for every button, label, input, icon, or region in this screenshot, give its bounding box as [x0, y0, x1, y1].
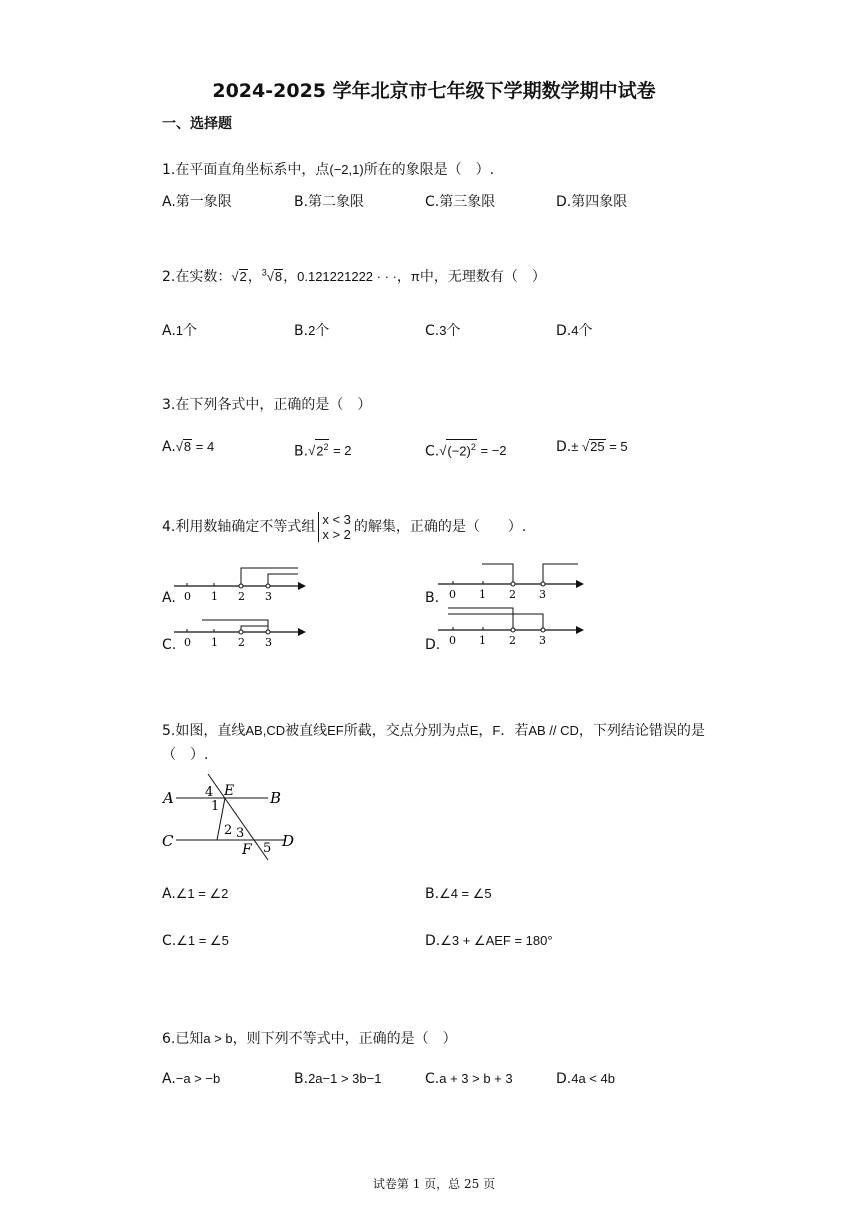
tick-label: 0 [449, 588, 456, 601]
option-letter: D. [425, 933, 441, 949]
q2-cube-index: 3 [261, 267, 267, 278]
option-unit: 个 [578, 323, 593, 339]
tick-label: 2 [238, 636, 245, 649]
label-a: A [163, 789, 174, 807]
label-angle-5: 5 [263, 841, 272, 856]
radicand: 25 [590, 439, 605, 454]
tick-label: 3 [265, 636, 272, 649]
q3-option-c[interactable]: $C.√(-2)^2 = -2$ [425, 439, 507, 459]
q3-option-a[interactable]: A.√8 = 4 [162, 439, 215, 455]
q6-option-a[interactable] [162, 1071, 220, 1087]
q5-parallel-condition: AB // CD [528, 723, 579, 738]
option-expr: 4a < 4b [571, 1071, 615, 1086]
option-rest: = 4 [192, 439, 215, 454]
option-expr: ∠1 = ∠5 [176, 933, 229, 948]
option-unit: 个 [183, 323, 198, 339]
tick-label: 1 [479, 634, 486, 647]
tick-label: 2 [509, 634, 516, 647]
radicand: 8 [183, 439, 192, 454]
question-5-stem-line-1 [162, 720, 705, 740]
q4-number-line-c[interactable] [174, 612, 310, 652]
q6-option-b[interactable] [294, 1071, 381, 1087]
q5-lines-ab-cd: AB,CD [245, 723, 286, 738]
inequality-2: x > 2 [322, 527, 351, 542]
q4-option-a-letter[interactable]: A. [162, 590, 176, 606]
q5-option-d[interactable] [425, 933, 553, 949]
q2-option-a[interactable] [162, 320, 197, 340]
question-4-stem [162, 512, 526, 542]
option-unit: 个 [315, 323, 330, 339]
question-1-stem [162, 159, 494, 179]
option-expr: −a > −b [175, 1071, 221, 1086]
option-value: 2 [308, 323, 316, 338]
option-letter: D. [556, 439, 572, 455]
label-angle-2: 2 [224, 823, 233, 838]
option-expr: a + 3 > b + 3 [439, 1071, 513, 1086]
tick-label: 0 [449, 634, 456, 647]
q5-option-b[interactable] [425, 886, 492, 902]
q5-text: ， [478, 723, 493, 739]
option-letter: B. [294, 443, 309, 460]
option-expr: ∠4 = ∠5 [439, 886, 492, 901]
q5-text: 被直线 [285, 723, 328, 739]
q1-stem-pre: 1.在平面直角坐标系中，点 [162, 162, 330, 178]
q2-option-b[interactable] [294, 320, 329, 340]
label-e: E [224, 783, 235, 799]
label-d: D [282, 832, 295, 850]
q5-text: 5.如图，直线 [162, 723, 246, 739]
option-letter: C. [162, 933, 177, 949]
q5-point-f: F [492, 723, 501, 738]
option-letter: C. [425, 443, 440, 460]
q2-radicand-1: 2 [239, 269, 247, 284]
q5-text: ．若 [500, 723, 529, 739]
inequality-1: x < 3 [322, 512, 351, 527]
option-value: 4 [571, 323, 579, 338]
q5-figure [160, 770, 300, 862]
q4-stem-pre: 4.利用数轴确定不等式组 [162, 519, 316, 535]
q5-text: 所截，交点分别为点 [343, 723, 470, 739]
q4-option-b-letter[interactable]: B. [425, 590, 440, 606]
q2-radicand-2: 8 [274, 269, 283, 284]
tick-label: 2 [238, 590, 245, 603]
exponent: 2 [470, 442, 476, 452]
question-5-stem-line-2: （ ）. [162, 747, 209, 763]
option-letter: D. [556, 1071, 572, 1087]
option-letter: A. [162, 439, 176, 455]
option-unit: 个 [446, 323, 461, 339]
tick-label: 3 [539, 634, 546, 647]
option-letter: C. [425, 1071, 440, 1087]
page-footer: 试卷第 1 页，总 25 页 [372, 1177, 496, 1191]
q6-text: 6.已知 [162, 1031, 204, 1047]
q1-option-b[interactable]: B.第二象限 [294, 194, 365, 210]
tick-label: 0 [184, 636, 191, 649]
q4-option-c-letter[interactable]: C. [162, 637, 177, 653]
q5-point-e: E [469, 723, 479, 738]
option-letter: C. [425, 323, 440, 339]
label-angle-1: 1 [211, 799, 220, 814]
option-rest: = 2 [329, 443, 352, 459]
label-b: B [270, 789, 282, 807]
q5-option-c[interactable] [162, 933, 229, 949]
option-letter: B. [425, 886, 440, 902]
q6-option-c[interactable] [425, 1071, 513, 1087]
q4-number-line-a[interactable] [174, 564, 310, 604]
option-expr: 2a−1 > 3b−1 [308, 1071, 382, 1086]
label-angle-4: 4 [205, 785, 214, 800]
tick-label: 2 [509, 588, 516, 601]
q6-option-d[interactable] [556, 1071, 615, 1087]
option-expr: ∠1 = ∠2 [175, 886, 229, 901]
label-angle-3: 3 [236, 826, 245, 841]
q1-point: (−2,1) [329, 162, 364, 177]
option-value: 1 [175, 323, 184, 338]
q5-line-ef: EF [327, 723, 344, 738]
radicand: (−2) [447, 443, 471, 459]
tick-label: 3 [265, 590, 272, 603]
option-letter: B. [294, 1071, 309, 1087]
option-letter: A. [162, 1071, 176, 1087]
q1-option-c[interactable]: C.第三象限 [425, 194, 496, 210]
q2-separator: ， [247, 269, 262, 285]
section-heading: 一、选择题 [162, 116, 232, 132]
option-rest: = −2 [476, 443, 507, 459]
q2-pi: π [410, 269, 420, 284]
q5-option-a[interactable] [162, 886, 228, 902]
option-expr: ∠3 + ∠AEF = 180° [440, 933, 553, 948]
q1-stem-post: 所在的象限是（ ）. [363, 162, 495, 178]
label-c: C [162, 832, 174, 850]
exponent: 2 [323, 442, 329, 452]
q1-option-a[interactable]: A.第一象限 [162, 194, 232, 210]
page-title: 2024-2025 学年北京市七年级下学期数学期中试卷 [212, 80, 656, 102]
tick-label: 1 [211, 590, 218, 603]
q2-option-c[interactable] [425, 320, 460, 340]
plus-minus: ± [571, 439, 582, 454]
q2-separator: ， [396, 269, 411, 285]
q6-text: ，则下列不等式中，正确的是（ ） [232, 1031, 457, 1047]
option-letter: B. [294, 323, 309, 339]
tick-label: 0 [184, 590, 191, 603]
tick-label: 1 [211, 636, 218, 649]
label-f: F [242, 842, 252, 858]
q4-number-line-d[interactable] [438, 605, 588, 649]
radicand: 2 [316, 443, 324, 459]
q2-separator: ， [283, 269, 298, 285]
q1-option-d[interactable]: D.第四象限 [556, 194, 628, 210]
q2-repeating-number: 0.121221222 · · · [297, 269, 397, 284]
inequality-system [318, 512, 351, 542]
q4-option-d-letter[interactable]: D. [425, 637, 441, 653]
option-value: 3 [439, 323, 447, 338]
question-6-stem [162, 1028, 457, 1048]
q2-stem-pre: 2.在实数： [162, 269, 232, 285]
q6-condition: a > b [203, 1031, 233, 1046]
q2-stem-post: 中，无理数有（ ） [419, 269, 546, 285]
option-letter: A. [162, 323, 176, 339]
q3-option-d[interactable]: D.± √25 = 5 [556, 439, 628, 455]
tick-label: 1 [479, 588, 486, 601]
q2-option-d[interactable] [556, 320, 592, 340]
question-3-stem: 3.在下列各式中，正确的是（ ） [162, 397, 372, 413]
option-letter: D. [556, 323, 572, 339]
q3-option-b[interactable]: $B.√2^2 = 2$ [294, 439, 352, 459]
option-rest: = 5 [605, 439, 628, 454]
tick-label: 3 [539, 588, 546, 601]
q4-stem-post: 的解集，正确的是（ ）. [353, 519, 527, 535]
q5-text: ，下列结论错误的是 [578, 723, 705, 739]
q4-number-line-b[interactable] [438, 562, 588, 602]
question-2-stem: 2.在实数：√2，$^3$√8，0.121221222 · · ·，π中，无理数有（ ） [162, 267, 546, 285]
option-letter: A. [162, 886, 176, 902]
